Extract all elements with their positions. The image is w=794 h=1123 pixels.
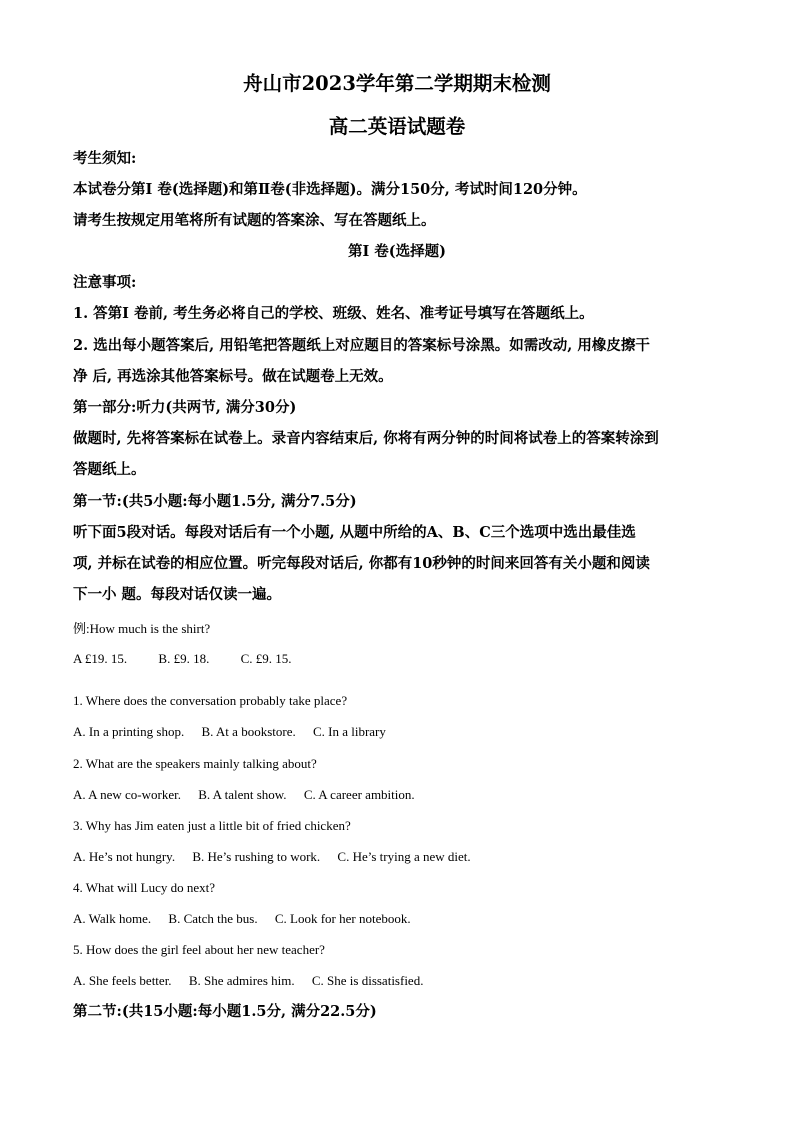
question-1-option-c: C. In a library <box>312 724 386 739</box>
question-2-options <box>73 788 415 801</box>
section-1-title: 第Ⅰ 卷(选择题) <box>347 243 447 260</box>
question-5-option-b: B. She admires him. <box>188 973 295 988</box>
subsection-1-heading: 第一节:(共5小题:每小题1.5分, 满分7.5分) <box>73 493 357 510</box>
example-question: 例:How much is the shirt? <box>73 621 211 636</box>
notice-line-2: 请考生按规定用笔将所有试题的答案涂、写在答题纸上。 <box>73 212 436 229</box>
question-5: 5. How does the girl feel about her new teacher? <box>73 942 325 957</box>
notice-line-1: 本试卷分第Ⅰ 卷(选择题)和第Ⅱ卷(非选择题)。满分150分, 考试时间120分钟。 <box>73 181 587 198</box>
question-2-option-b: B. A talent show. <box>198 787 287 802</box>
question-2: 2. What are the speakers mainly talking about? <box>73 756 317 771</box>
caution-2-line-1: 2. 选出每小题答案后, 用铅笔把答题纸上对应题目的答案标号涂黑。如需改动, 用橡皮擦干 <box>73 337 650 354</box>
question-4-option-a: A. Walk home. <box>73 911 152 926</box>
example-options <box>73 652 292 665</box>
question-3-option-a: A. He’s not hungry. <box>73 849 176 864</box>
subsection-1-instr-line-1: 听下面5段对话。每段对话后有一个小题, 从题中所给的A、B、C三个选项中选出最佳选 <box>73 524 636 541</box>
example-option-b: B. £9. 18. <box>158 651 210 666</box>
exam-title: 舟山市2023学年第二学期期末检测 <box>243 72 551 95</box>
question-1-option-a: A. In a printing shop. <box>73 724 185 739</box>
question-3: 3. Why has Jim eaten just a little bit of fried chicken? <box>73 818 351 833</box>
part-1-intro-line-1: 做题时, 先将答案标在试卷上。录音内容结束后, 你将有两分钟的时间将试卷上的答案转涂到 <box>73 430 659 447</box>
question-4-option-c: C. Look for her notebook. <box>274 911 411 926</box>
part-1-intro-line-2: 答题纸上。 <box>73 461 146 478</box>
question-5-option-a: A. She feels better. <box>73 973 172 988</box>
question-4-options <box>73 912 411 925</box>
exam-subtitle: 高二英语试题卷 <box>328 115 466 138</box>
example-option-a: A £19. 15. <box>73 651 128 666</box>
subsection-1-instr-line-2: 项, 并标在试卷的相应位置。听完每段对话后, 你都有10秒钟的时间来回答有关小题和阅读 <box>73 555 650 572</box>
notice-heading: 考生须知: <box>73 150 137 167</box>
question-4-option-b: B. Catch the bus. <box>168 911 258 926</box>
question-3-option-c: C. He’s trying a new diet. <box>337 849 471 864</box>
question-4: 4. What will Lucy do next? <box>73 880 216 895</box>
subsection-2-heading: 第二节:(共15小题:每小题1.5分, 满分22.5分) <box>73 1003 377 1020</box>
question-2-option-c: C. A career ambition. <box>303 787 415 802</box>
caution-1: 1. 答第Ⅰ 卷前, 考生务必将自己的学校、班级、姓名、准考证号填写在答题纸上。 <box>73 305 594 322</box>
example-option-c: C. £9. 15. <box>240 651 292 666</box>
question-2-option-a: A. A new co-worker. <box>73 787 181 802</box>
question-1-option-b: B. At a bookstore. <box>201 724 296 739</box>
question-3-option-b: B. He’s rushing to work. <box>192 849 321 864</box>
caution-2-line-2: 净 后, 再选涂其他答案标号。做在试题卷上无效。 <box>73 368 393 385</box>
question-5-option-c: C. She is dissatisfied. <box>311 973 424 988</box>
question-1-options <box>73 725 386 738</box>
question-1: 1. Where does the conversation probably take place? <box>73 693 348 708</box>
question-3-options <box>73 850 471 863</box>
question-5-options <box>73 974 423 987</box>
caution-heading: 注意事项: <box>73 274 137 291</box>
subsection-1-instr-line-3: 下一小 题。每段对话仅读一遍。 <box>73 586 282 603</box>
part-1-heading: 第一部分:听力(共两节, 满分30分) <box>73 399 297 416</box>
